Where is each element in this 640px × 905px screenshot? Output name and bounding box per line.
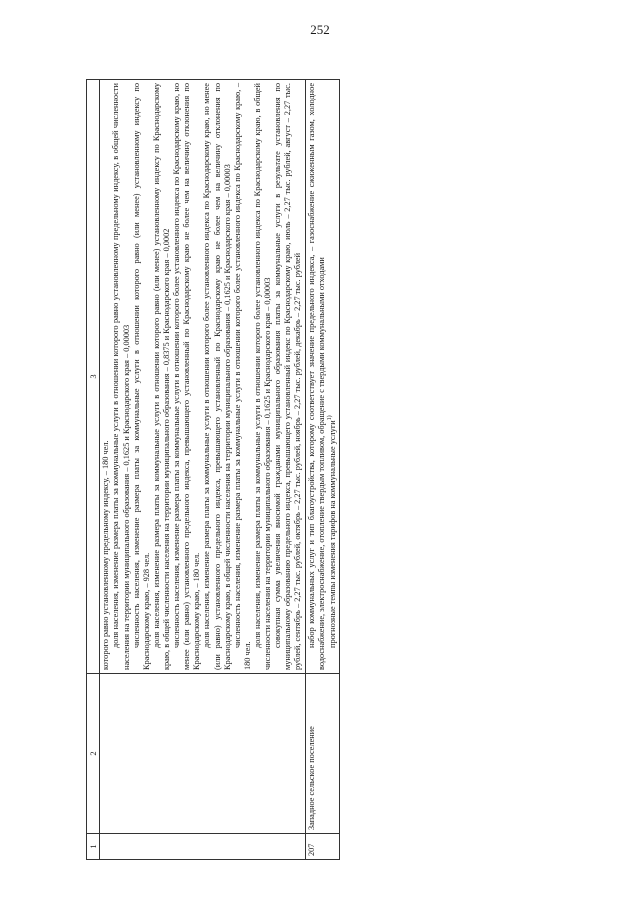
paragraph: набор коммунальных услуг и тип благоустройства, которому соответствует значение предельного индекса, – газоснабжение сжиженным газом, холодное водоснабжение, электроснабжение, отопление твердым топливом, обращение с твердыми коммунальными отходами — [306, 83, 326, 670]
cell-number — [100, 834, 305, 860]
municipal-utilities-table — [86, 79, 340, 860]
table-row-continuation — [100, 80, 305, 860]
header-col-2: 2 — [87, 674, 100, 834]
cell-name — [100, 674, 305, 834]
page-number: 252 — [310, 22, 330, 37]
paragraph: совокупная сумма увеличения вносимой гражданами муниципального образования платы за коммунальные услуги в результате установления по муниципальному образованию предельного индекса, превышающего установленный индекс по Краснодарскому краю, июль – 2,27 тыс. рублей, август – 2,27 тыс. рублей, сентябрь – 2,27 тыс. рублей, октябрь – 2,27 тыс. рублей, ноябрь – 2,27 тыс. рублей, декабрь – 2,27 тыс. рублей — [273, 83, 303, 670]
cell-description — [100, 80, 305, 674]
paragraph: доля населения, изменение размера платы за коммунальные услуги в отношении которого равно установленному предельному индексу, в общей численности населения на территории муниципального образования – 0,1625 и Краснодарского края – 0,00003 — [111, 83, 131, 670]
paragraph: численность населения, изменение размера платы за коммунальные услуги в отношении которого равно (или менее) установленному индексу по Краснодарскому краю, – 928 чел. — [131, 83, 151, 670]
table-header-row — [87, 80, 100, 860]
paragraph: доля населения, изменение размера платы за коммунальные услуги в отношении которого более установленного индекса по Краснодарскому краю, но менее (или равно) установленного предельного индекса, превышающего установленный по Краснодарскому краю не более чем на величину отклонения по Краснодарскому краю, в общей численности населения на территории муниципального образования – 0,1625 и Краснодарского края – 0,00003 — [202, 83, 232, 670]
paragraph: доля населения, изменение размера платы за коммунальные услуги в отношении которого более установленного индекса по Краснодарскому краю, в общей численности населения на территории муниципального образования – 0,1625 и Краснодарского края – 0,00003 — [253, 83, 273, 670]
rotated-table-wrapper — [86, 80, 591, 860]
row-number: 207 — [305, 834, 339, 860]
paragraph: которого равно установленному предельному индексу, – 180 чел. — [101, 440, 111, 670]
settlement-name: Западное сельское поселение — [305, 674, 339, 834]
header-col-3: 3 — [87, 80, 100, 674]
header-col-1: 1 — [87, 834, 100, 860]
table-row-207 — [305, 80, 339, 860]
row-description — [305, 80, 339, 674]
paragraph: доля населения, изменение размера платы за коммунальные услуги в отношении которого равно (или менее) установленному индексу по Краснодарскому краю, в общей численности населения на территории муниципального образования – 0,8375 и Краснодарского края – 0,0002 — [151, 83, 172, 670]
footnote-marker: 1) — [326, 415, 333, 421]
paragraph: численность населения, изменение размера платы за коммунальные услуги в отношении которого более установленного индекса по Краснодарскому краю, – 180 чел. — [232, 83, 252, 670]
paragraph — [327, 83, 338, 670]
paragraph-text: прогнозные темпы изменения тарифов на коммунальные услуги — [327, 420, 337, 648]
paragraph: численность населения, изменение размера платы за коммунальные услуги в отношении которого более установленного индекса по Краснодарскому краю, но менее (или равно) установленного предельного индекса, превышающего установленный по Краснодарскому краю не более чем на величину отклонения по Краснодарскому краю, – 180 чел. — [172, 83, 202, 670]
